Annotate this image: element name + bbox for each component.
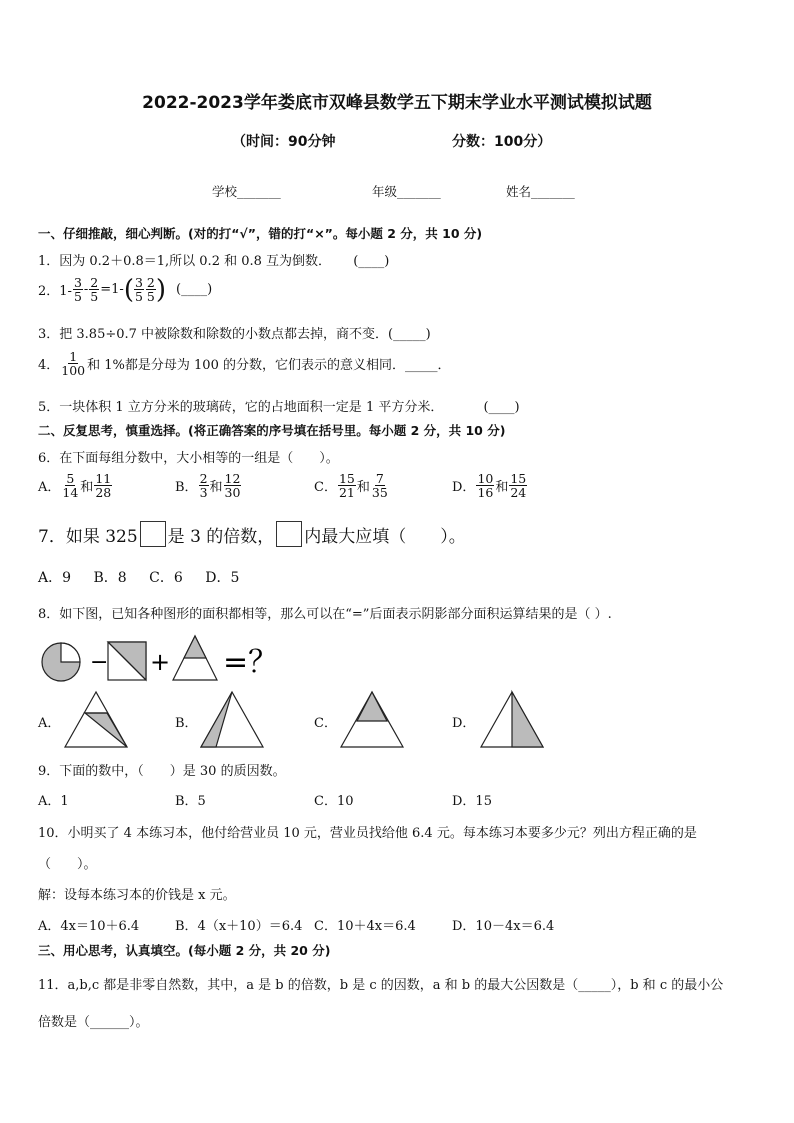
option-d-triangle xyxy=(480,690,544,748)
question-2-answer: (____) xyxy=(176,282,213,298)
section-3-heading: 三、用心思考，认真填空。(每小题 2 分，共 20 分) xyxy=(38,943,331,958)
question-10: 10．小明买了 4 本练习本，他付给营业员 10 元，营业员找给他 6.4 元。每本练习本要多少元？列出方程正确的是 xyxy=(38,826,697,841)
option-a-triangle xyxy=(64,690,128,748)
question-3: 3．把 3.85÷0.7 中被除数和除数的小数点都去掉，商不变．(_____) xyxy=(38,327,431,342)
equals-sign: =1- xyxy=(100,282,124,298)
option-label: B． xyxy=(175,480,198,496)
question-5-answer: (____) xyxy=(483,400,520,415)
question-7-part2: 是 3 的倍数， xyxy=(167,526,275,547)
option-b-label: B． xyxy=(175,716,198,731)
option-a: A．9 xyxy=(38,570,72,586)
section-2-heading: 二、反复思考，慎重选择。(将正确答案的序号填在括号里。每小题 2 分，共 10 分) xyxy=(38,423,506,438)
option-c-label: C． xyxy=(314,716,337,731)
option-b-triangle xyxy=(200,690,264,748)
option-c: C．10＋4x＝6.4 xyxy=(314,919,416,934)
option-d-label: D． xyxy=(452,716,476,731)
option-c: C．6 xyxy=(149,570,183,586)
question-11: 11．a,b,c 都是非零自然数，其中，a 是 b 的倍数，b 是 c 的因数，a 和 b 的最大公因数是（_____），b 和 c 的最小公 xyxy=(38,978,724,993)
option-a: A．4x＝10＋6.4 xyxy=(38,919,140,934)
fraction: $\frac{3}{5}$ xyxy=(134,275,143,305)
question-1-answer: (____) xyxy=(353,254,390,269)
and-word: 和 xyxy=(356,480,370,496)
right-paren: ) xyxy=(155,274,167,305)
option-label: C． xyxy=(314,480,337,496)
q6-option xyxy=(452,472,528,499)
fraction: $\frac{15}{24}$ xyxy=(510,471,527,501)
school-field: 学校_______ xyxy=(212,184,281,199)
name-field: 姓名_______ xyxy=(506,184,575,199)
exam-score: 分数：100分） xyxy=(452,134,552,150)
q6-option xyxy=(314,472,390,499)
page-title: 2022-2023学年娄底市双峰县数学五下期末学业水平测试模拟试题 xyxy=(142,93,652,113)
q6-option xyxy=(38,472,113,499)
left-paren: ( xyxy=(123,274,134,305)
circle-figure xyxy=(42,643,80,681)
fraction: $\frac{2}{5}$ xyxy=(146,275,155,305)
minus-sign: − xyxy=(90,650,109,675)
option-d: D．15 xyxy=(452,794,492,809)
option-label: A． xyxy=(38,480,61,496)
digit-box xyxy=(276,521,302,547)
section-1-heading: 一、仔细推敲，细心判断。(对的打“√”，错的打“×”。每小题 2 分，共 10 分) xyxy=(38,226,483,241)
question-7-part1: 7．如果 325 xyxy=(38,526,138,547)
and-word: 和 xyxy=(80,480,94,496)
question-7 xyxy=(38,521,466,547)
question-4-prefix: 4． xyxy=(38,358,60,374)
and-word: 和 xyxy=(495,480,509,496)
question-5 xyxy=(38,396,520,415)
area-equation-figure xyxy=(40,632,280,682)
fraction: $\frac{12}{30}$ xyxy=(224,471,241,501)
minus-sign: - xyxy=(83,282,89,298)
and-word: 和 xyxy=(209,480,223,496)
question-7-part3: 内最大应填（ ）。 xyxy=(304,526,466,547)
grade-field: 年级_______ xyxy=(372,184,441,199)
fraction: $\frac{5}{14}$ xyxy=(62,471,79,501)
fraction: $\frac{1}{100}$ xyxy=(61,349,86,379)
question-2-prefix: 2．1- xyxy=(38,284,72,300)
option-b: B．5 xyxy=(175,794,206,809)
question-4-text: 和 1%都是分母为 100 的分数，它们表示的意义相同．_____． xyxy=(87,358,451,374)
triangle-figure xyxy=(173,636,217,680)
question-5-text: 5．一块体积 1 立方分米的玻璃砖，它的占地面积一定是 1 平方分米． xyxy=(38,400,444,415)
question-11-line2: 倍数是（______）。 xyxy=(38,1015,149,1030)
option-d: D．10－4x＝6.4 xyxy=(452,919,555,934)
fraction: $\frac{10}{16}$ xyxy=(477,471,494,501)
option-a-label: A． xyxy=(38,716,61,731)
option-label: D． xyxy=(452,480,476,496)
question-9: 9．下面的数中，（ ）是 30 的质因数。 xyxy=(38,764,286,779)
option-b: B．8 xyxy=(93,570,127,586)
question-6: 6．在下面每组分数中，大小相等的一组是（ ）。 xyxy=(38,451,339,466)
q6-option xyxy=(175,472,242,499)
plus-sign: + xyxy=(150,648,171,676)
question-7-options xyxy=(38,567,239,587)
fraction: $\frac{2}{5}$ xyxy=(90,275,99,305)
square-figure xyxy=(108,642,146,680)
question-6-options xyxy=(38,472,758,512)
option-d: D．5 xyxy=(205,570,240,586)
question-4 xyxy=(38,350,450,377)
digit-box xyxy=(140,521,166,547)
question-10-blank: （ ）。 xyxy=(38,857,97,872)
question-10-solution: 解：设每本练习本的价钱是 x 元。 xyxy=(38,888,236,903)
exam-time: （时间：90分钟 xyxy=(232,134,336,150)
fraction: $\frac{3}{5}$ xyxy=(73,275,82,305)
fraction: $\frac{11}{28}$ xyxy=(95,471,112,501)
fraction: $\frac{2}{3}$ xyxy=(199,471,208,501)
option-a: A．1 xyxy=(38,794,69,809)
fraction: $\frac{7}{35}$ xyxy=(371,471,388,501)
option-c: C．10 xyxy=(314,794,354,809)
question-2 xyxy=(38,276,212,303)
fraction: $\frac{15}{21}$ xyxy=(338,471,355,501)
question-8: 8．如下图，已知各种图形的面积都相等，那么可以在“=”后面表示阴影部分面积运算结果的是（ ）. xyxy=(38,607,612,622)
equals-question: =？ xyxy=(223,645,279,680)
option-b: B．4（x＋10）＝6.4 xyxy=(175,919,303,934)
question-1-text: 1．因为 0.2＋0.8＝1,所以 0.2 和 0.8 互为倒数． xyxy=(38,254,332,269)
question-1 xyxy=(38,250,389,269)
option-c-triangle xyxy=(340,690,404,748)
